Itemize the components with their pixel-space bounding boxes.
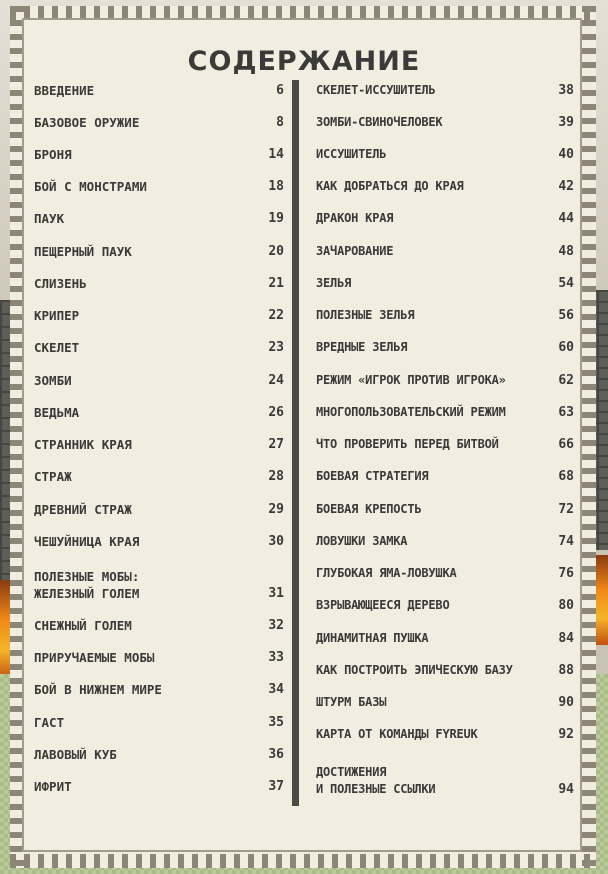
toc-entry-page: 60 [558,340,574,355]
toc-entry-page: 34 [268,682,284,697]
toc-entry-page: 44 [558,211,574,226]
toc-entry-page: 27 [268,437,284,452]
toc-entry-title: ПОЛЕЗНЫЕ ЗЕЛЬЯ [316,308,415,322]
toc-entry [34,533,284,550]
toc-entry [34,275,284,292]
decorative-border-bottom [10,854,596,868]
toc-entry-page: 54 [558,276,574,291]
toc-entry [34,649,284,666]
toc-entry-title: ЗЕЛЬЯ [316,276,352,290]
toc-entry-page: 8 [276,115,284,130]
toc-entry [316,178,574,195]
toc-entry [316,533,574,550]
toc-entry [34,714,284,731]
toc-entry-page: 90 [558,695,574,710]
toc-entry-page: 20 [268,244,284,259]
toc-entry-title: БОЙ С МОНСТРАМИ [34,179,147,194]
toc-entry [316,630,574,647]
toc-entry-page: 76 [558,566,574,581]
toc-entry-page: 36 [268,747,284,762]
toc-entry-page: 62 [558,373,574,388]
toc-entry-page: 80 [558,598,574,613]
toc-entry-title: ДРЕВНИЙ СТРАЖ [34,502,132,517]
toc-entry [316,764,574,798]
toc-entry [316,726,574,743]
toc-entry-page: 68 [558,469,574,484]
toc-entry-title: ЧЕШУЙНИЦА КРАЯ [34,534,140,549]
toc-entry [34,468,284,485]
toc-entry-page: 30 [268,534,284,549]
toc-entry-title: ЛАВОВЫЙ КУБ [34,747,117,762]
toc-entry-title: СТРАННИК КРАЯ [34,437,132,452]
toc-entry-title: ВВЕДЕНИЕ [34,83,95,98]
toc-entry-page: 32 [268,618,284,633]
column-divider [292,80,299,806]
toc-entry-title: БРОНЯ [34,147,72,162]
toc-entry-title: МНОГОПОЛЬЗОВАТЕЛЬСКИЙ РЕЖИМ [316,405,506,419]
toc-entry-page: 88 [558,663,574,678]
toc-entry-title: ИССУШИТЕЛЬ [316,147,387,161]
toc-entry-title: КАК ДОБРАТЬСЯ ДО КРАЯ [316,179,464,193]
toc-entry-title: ПРИРУЧАЕМЫЕ МОБЫ [34,650,155,665]
toc-entry [316,275,574,292]
toc-entry [34,568,284,602]
toc-entry-page: 6 [276,83,284,98]
toc-entry-title: БАЗОВОЕ ОРУЖИЕ [34,115,140,130]
toc-entry [34,82,284,99]
toc-entry-page: 19 [268,211,284,226]
toc-entry-page: 74 [558,534,574,549]
toc-entry-title: КАРТА ОТ КОМАНДЫ FYREUK [316,727,478,741]
toc-entry-title: ПОЛЕЗНЫЕ МОБЫ: ЖЕЛЕЗНЫЙ ГОЛЕМ [34,569,140,601]
toc-entry-title: ЗОМБИ [34,373,72,388]
toc-entry [316,114,574,131]
toc-entry-title: РЕЖИМ «ИГРОК ПРОТИВ ИГРОКА» [316,373,506,387]
toc-entry-page: 14 [268,147,284,162]
toc-entry-title: СНЕЖНЫЙ ГОЛЕМ [34,618,132,633]
toc-entry [34,146,284,163]
toc-entry-page: 18 [268,179,284,194]
toc-entry-title: ПЕЩЕРНЫЙ ПАУК [34,244,132,259]
toc-entry-page: 33 [268,650,284,665]
toc-entry-page: 66 [558,437,574,452]
toc-entry-title: ГЛУБОКАЯ ЯМА-ЛОВУШКА [316,566,457,580]
toc-entry-page: 35 [268,715,284,730]
toc-entry [316,210,574,227]
toc-entry-page: 40 [558,147,574,162]
toc-entry [316,372,574,389]
toc-entry-title: БОЙ В НИЖНЕМ МИРЕ [34,682,162,697]
toc-entry [316,339,574,356]
toc-entry-title: ВРЕДНЫЕ ЗЕЛЬЯ [316,340,408,354]
toc-entry [34,210,284,227]
toc-entry [316,597,574,614]
toc-entry [316,146,574,163]
toc-entry [316,307,574,324]
decorative-border-right [582,6,596,868]
toc-entry [316,404,574,421]
toc-entry-title: ДОСТИЖЕНИЯ И ПОЛЕЗНЫЕ ССЫЛКИ [316,765,436,796]
toc-entry-title: ЗОМБИ-СВИНОЧЕЛОВЕК [316,115,443,129]
toc-entry-title: СТРАЖ [34,469,72,484]
toc-entry-title: ВЗРЫВАЮЩЕЕСЯ ДЕРЕВО [316,598,450,612]
toc-entry-title: ЛОВУШКИ ЗАМКА [316,534,408,548]
toc-entry [34,372,284,389]
toc-entry-page: 26 [268,405,284,420]
toc-entry-page: 48 [558,244,574,259]
toc-entry [316,436,574,453]
toc-entry [34,178,284,195]
toc-entry [34,681,284,698]
toc-entry-title: КРИПЕР [34,308,80,323]
toc-entry-title: ДИНАМИТНАЯ ПУШКА [316,631,429,645]
toc-entry [34,778,284,795]
toc-entry-title: БОЕВАЯ КРЕПОСТЬ [316,502,422,516]
toc-entry [316,694,574,711]
toc-entry [34,617,284,634]
toc-entry-page: 63 [558,405,574,420]
toc-entry-page: 92 [558,727,574,742]
toc-entry-title: ГАСТ [34,715,65,730]
toc-entry-title: СКЕЛЕТ-ИССУШИТЕЛЬ [316,83,436,97]
toc-entry-title: КАК ПОСТРОИТЬ ЭПИЧЕСКУЮ БАЗУ [316,663,513,677]
toc-entry-page: 31 [268,586,284,601]
toc-entry-page: 42 [558,179,574,194]
toc-entry [316,662,574,679]
toc-entry-page: 72 [558,502,574,517]
toc-entry-title: СЛИЗЕНЬ [34,276,87,291]
toc-entry-title: ПАУК [34,211,65,226]
page-title: СОДЕРЖАНИЕ [187,46,421,78]
toc-entry [316,243,574,260]
toc-entry [34,339,284,356]
toc-entry-page: 21 [268,276,284,291]
toc-entry-page: 56 [558,308,574,323]
toc-entry-title: ШТУРМ БАЗЫ [316,695,387,709]
toc-entry [316,501,574,518]
toc-entry [316,82,574,99]
toc-entry-page: 84 [558,631,574,646]
toc-entry-title: ВЕДЬМА [34,405,80,420]
toc-entry [34,404,284,421]
toc-entry [34,243,284,260]
toc-entry [316,565,574,582]
toc-entry-title: ЧТО ПРОВЕРИТЬ ПЕРЕД БИТВОЙ [316,437,499,451]
toc-entry-title: СКЕЛЕТ [34,340,80,355]
toc-entry-page: 23 [268,340,284,355]
toc-entry-page: 24 [268,373,284,388]
toc-entry [316,468,574,485]
toc-entry-page: 94 [558,782,574,797]
toc-entry-title: ИФРИТ [34,779,72,794]
toc-entry-page: 38 [558,83,574,98]
toc-entry [34,746,284,763]
toc-entry-page: 29 [268,502,284,517]
toc-entry-page: 22 [268,308,284,323]
toc-entry-title: ДРАКОН КРАЯ [316,211,394,225]
toc-entry-page: 39 [558,115,574,130]
toc-entry [34,114,284,131]
toc-entry-page: 28 [268,469,284,484]
toc-entry-title: БОЕВАЯ СТРАТЕГИЯ [316,469,429,483]
toc-entry [34,501,284,518]
toc-entry [34,436,284,453]
toc-entry [34,307,284,324]
toc-entry-page: 37 [268,779,284,794]
toc-entry-title: ЗАЧАРОВАНИЕ [316,244,394,258]
